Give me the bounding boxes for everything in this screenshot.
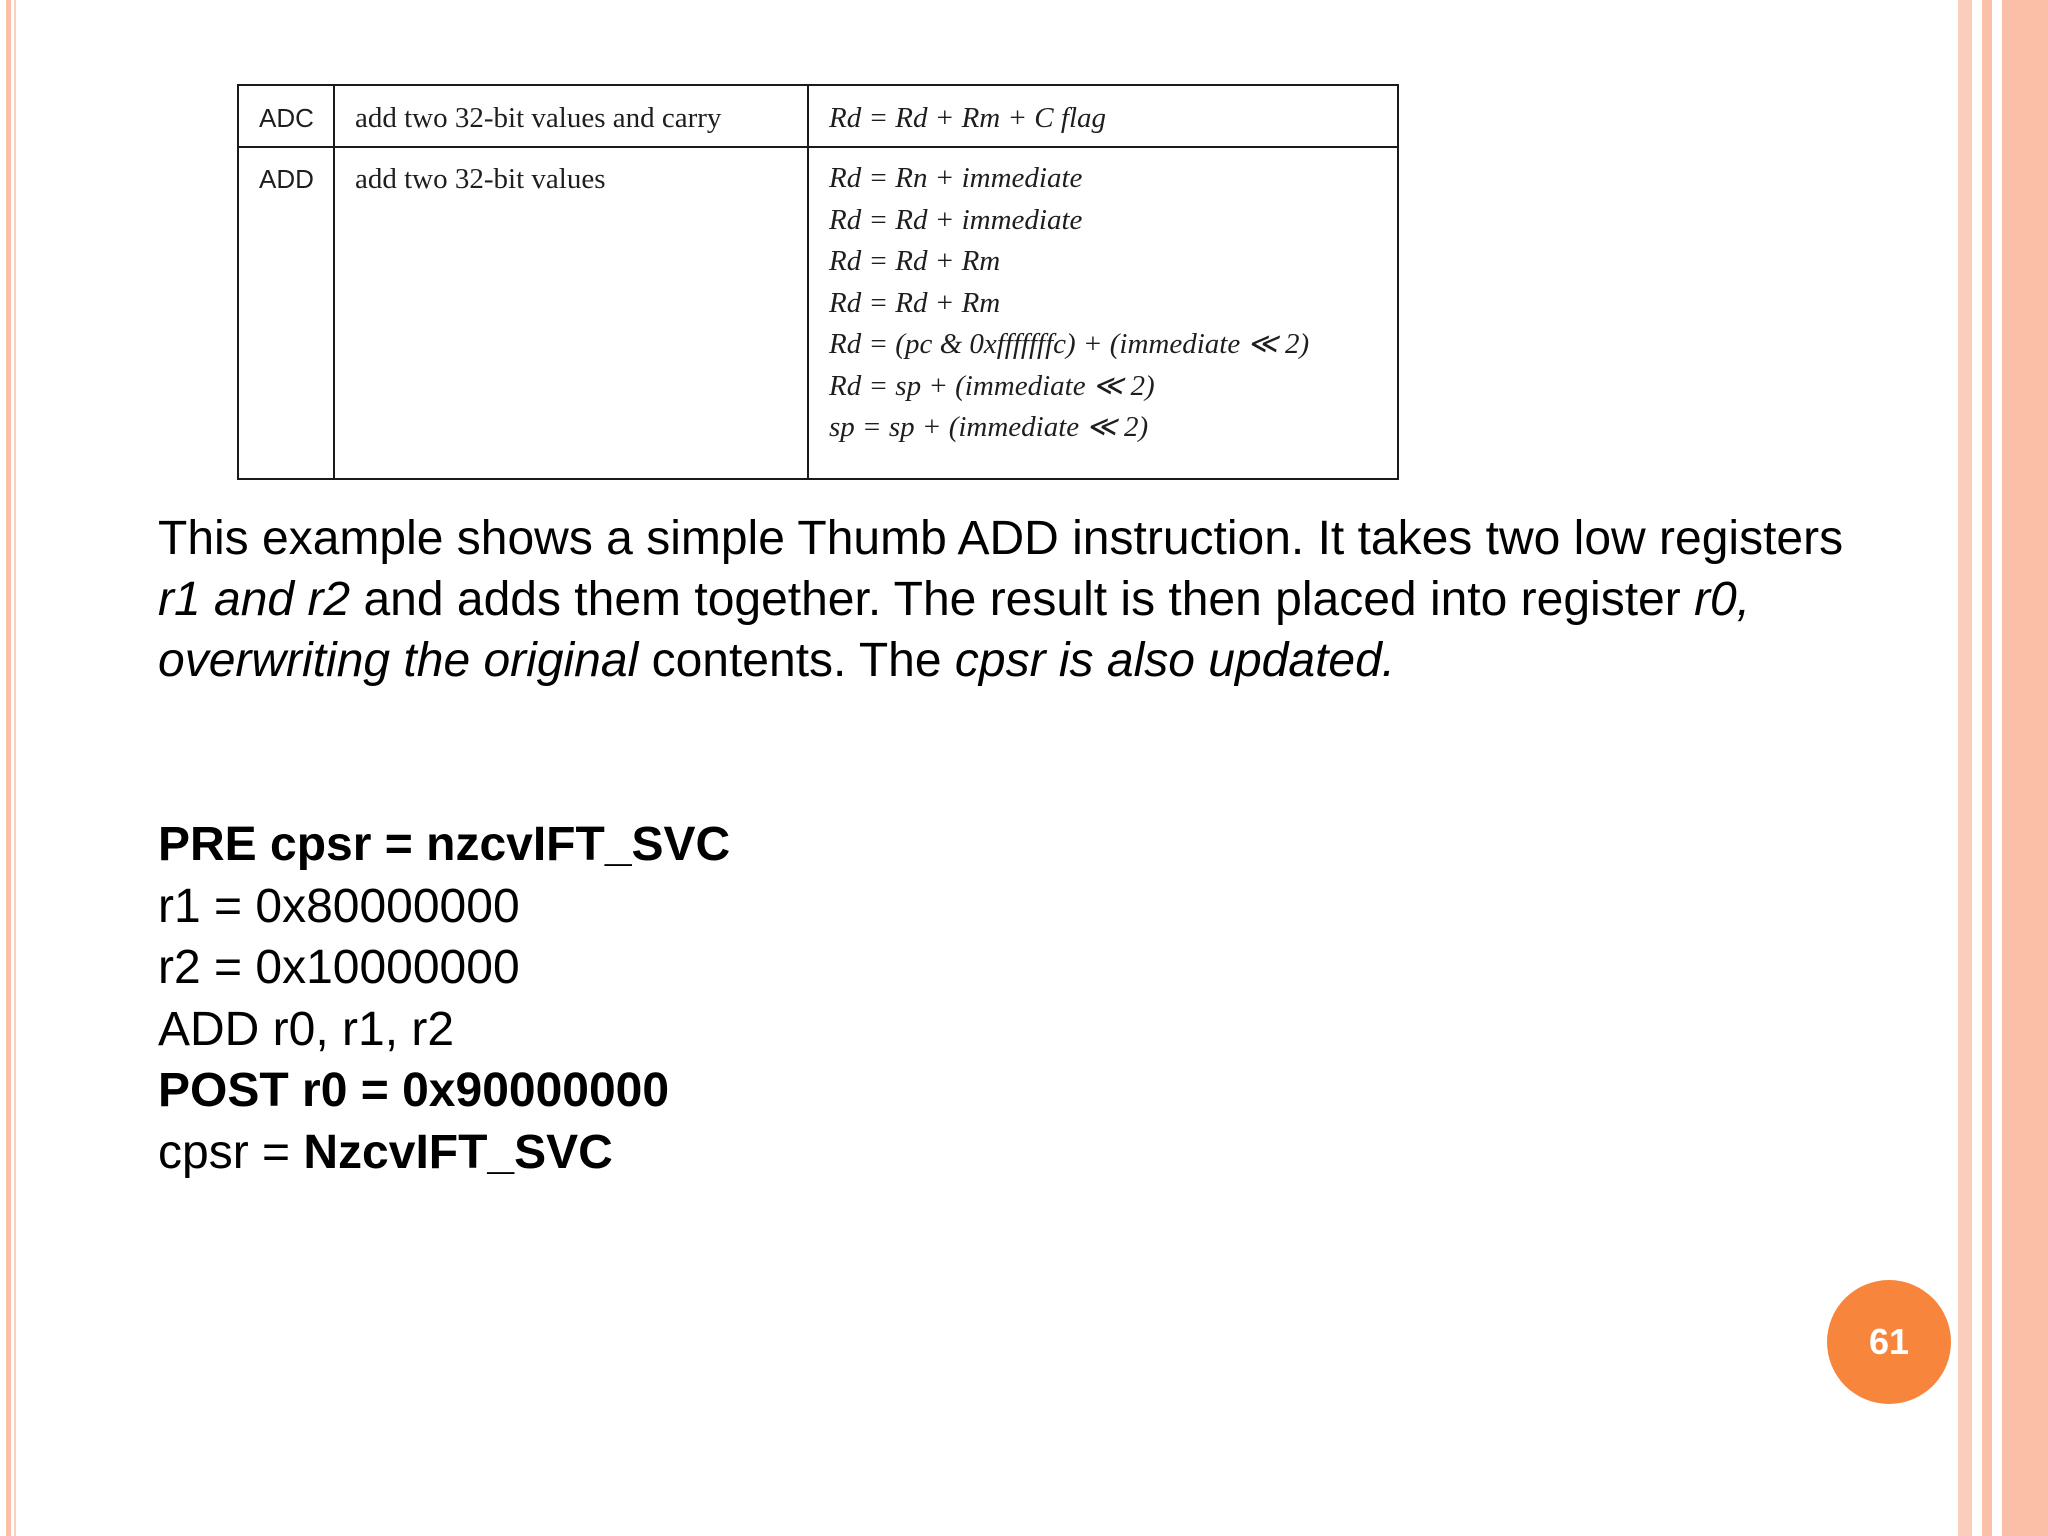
description-paragraph	[158, 508, 1878, 691]
table-row	[238, 147, 1398, 479]
paragraph-italic-text: cpsr is also updated.	[954, 634, 1396, 687]
code-line-r2: r2 = 0x10000000	[158, 941, 520, 994]
formula-line: sp = sp + (immediate ≪ 2)	[829, 411, 1149, 443]
code-line-r1: r1 = 0x80000000	[158, 879, 520, 933]
page-number-badge	[1827, 1280, 1951, 1404]
post-condition-line: POST r0 = 0x90000000	[158, 1064, 670, 1117]
mnemonic-cell: ADD	[238, 147, 334, 479]
cpsr-value: NzcvIFT_SVC	[303, 1125, 613, 1179]
right-border-decoration	[1958, 0, 2048, 1536]
mnemonic-cell: ADC	[238, 85, 334, 147]
page-number: 61	[1868, 1321, 1910, 1362]
formula-line: Rd = Rd + Rm	[829, 286, 1001, 319]
decor-bar	[1992, 0, 2002, 1536]
description-cell: add two 32-bit values and carry	[334, 85, 808, 147]
formula-line: Rd = (pc & 0xfffffffc) + (immediate ≪ 2)	[829, 328, 1310, 360]
code-example	[158, 814, 730, 1183]
table-row	[238, 85, 1398, 147]
formula-line: Rd = Rn + immediate	[829, 162, 1083, 194]
formula-line: Rd = sp + (immediate ≪ 2)	[829, 369, 1155, 402]
formula-line: Rd = Rd + immediate	[829, 203, 1083, 236]
formula-cell	[808, 147, 1398, 479]
cpsr-result-line	[158, 1122, 730, 1184]
formula-line: Rd = Rd + Rm + C flag	[829, 102, 1107, 134]
paragraph-text: contents. The	[638, 634, 955, 687]
description-cell: add two 32-bit values	[334, 147, 808, 479]
paragraph-italic-text: r1 and r2	[158, 573, 351, 626]
formula-line: Rd = Rd + Rm	[829, 245, 1001, 277]
formula-cell	[808, 85, 1398, 147]
pre-condition-line: PRE cpsr = nzcvIFT_SVC	[158, 818, 731, 871]
paragraph-italic-text: r0, overwriting the original	[158, 573, 1751, 687]
left-border-decoration	[0, 0, 24, 1536]
decor-bar	[1958, 0, 1972, 1536]
paragraph-text: This example shows a simple Thumb ADD instruction. It takes two low registers	[158, 512, 1844, 565]
code-line-add: ADD r0, r1, r2	[158, 1002, 455, 1056]
decor-bar	[2002, 0, 2048, 1536]
decor-bar	[1972, 0, 1982, 1536]
paragraph-text: and adds them together. The result is then placed into register	[350, 573, 1695, 626]
decor-bar	[1982, 0, 1992, 1536]
instruction-table	[237, 84, 1399, 480]
cpsr-prefix: cpsr =	[158, 1125, 304, 1179]
